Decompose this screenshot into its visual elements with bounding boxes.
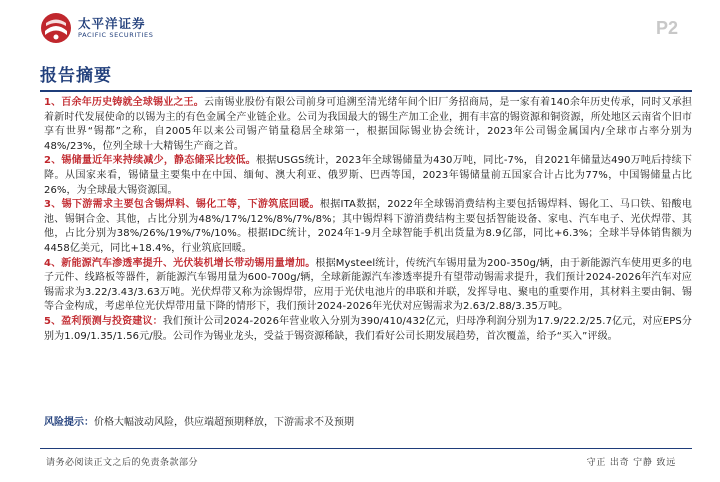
footer-motto: 守正 出奇 宁静 致远 (586, 458, 676, 468)
risk-text: 价格大幅波动风险，供应端超预期释放，下游需求不及预期 (94, 417, 354, 428)
logo-english-name: PACIFIC SECURITIES (78, 31, 154, 39)
summary-paragraph-1 (44, 96, 692, 154)
footer-disclaimer: 请务必阅读正文之后的免责条款部分 (46, 458, 199, 468)
summary-body (44, 96, 692, 344)
paragraph-heading: 2、锡储量近年来持续减少，静态储采比较低。 (44, 155, 256, 167)
summary-paragraph-2 (44, 154, 692, 198)
summary-paragraph-3 (44, 198, 692, 256)
section-title-block (40, 64, 692, 92)
paragraph-text: 我们预计公司2024-2026年营业收入分别为390/410/432亿元，归母净利润分别为17.9/22.2/25.7亿元，对应EPS分别为1.09/1.35/1.56元/股。公司作为锡业龙头，受益于锡资源稀缺，我们看好公司长期发展趋势，首次覆盖，给予“买入”评级。 (44, 315, 692, 342)
paragraph-text: 根据USGS统计，2023年全球锡储量为430万吨，同比-7%，自2021年储量达490万吨后持续下降。从国家来看，锡储量主要集中在中国、缅甸、澳大利亚、俄罗斯、巴西等国，2023年锡储量前五国家合计占比为77%，中国锡储量占比26%，为全球最大锡资源国。 (44, 155, 692, 196)
page-header (0, 0, 720, 62)
company-logo (40, 12, 153, 44)
paragraph-text: 根据ITA数据，2022年全球锡消费结构主要包括锡焊料、锡化工、马口铁、铅酸电池、锡铜合金、其他，占比分别为48%/17%/12%/8%/7%/8%；其中锡焊料下游消费结构主要包括智能设备、家电、汽车电子、光伏焊带、其他，占比分别为38%/26%/19%/7%/10%。根据IDC统计，2024年1-9月全球智能手机出货量为8.9亿部，同比+6.3%；全球半导体销售额为4458亿美元，同比+18.4%，行业筑底回暖。 (44, 199, 692, 254)
paragraph-heading: 1、百余年历史铸就全球锡业之王。 (44, 97, 204, 108)
summary-paragraph-4 (44, 257, 692, 315)
paragraph-heading: 4、新能源汽车渗透率提升、光伏装机增长带动锡用量增加。 (44, 257, 316, 269)
summary-paragraph-5 (44, 315, 692, 344)
logo-chinese-name: 太平洋证券 (78, 16, 146, 31)
paragraph-heading: 5、盈利预测与投资建议： (44, 315, 163, 327)
section-title: 报告摘要 (40, 66, 112, 86)
paragraph-heading: 3、锡下游需求主要包含锡焊料、锡化工等，下游筑底回暖。 (44, 199, 320, 211)
pacific-securities-logo-icon (40, 12, 72, 44)
risk-warning (44, 416, 692, 430)
title-divider (40, 90, 692, 92)
paragraph-text: 根据Mysteel统计，传统汽车锡用量为200-350g/辆，由于新能源汽车使用更多的电子元件、线路板等器件，新能源汽车锡用量为600-700g/辆，全球新能源汽车渗透率提升有望带动锡需求提升，我们预计2024-2026年汽车对应锡需求为3.22/3.43/3.63万吨。光伏焊带又称为涂锡焊带，应用于光伏电池片的串联和并联，发挥导电、聚电的重要作用，其材料主要由铜、锡等合金构成，考虑单位光伏焊带用量下降的情形下，我们预计2024-2026年光伏对应锡需求为2.63/2.88/3.35万吨。 (44, 257, 692, 313)
risk-label: 风险提示： (44, 417, 94, 428)
footer-divider (40, 448, 692, 449)
page-number: P2 (655, 18, 678, 38)
paragraph-text: 云南锡业股份有限公司前身可追溯至清光绪年间个旧厂务招商局，是一家有着140余年历史传承，同时又承担着新时代发展使命的以锡为主的有色金属全产业链企业。公司为我国最大的锡生产加工企业，拥有丰富的锡资源和铜资源，所处地区云南省个旧市享有世界“锡都”之称，自2005年以来公司锡产销量稳居全球第一，根据国际锡业协会统计，2023年公司锡金属国内/全球市占率分别为48%/23%，位列全球十大精锡生产商之首。 (44, 97, 692, 152)
